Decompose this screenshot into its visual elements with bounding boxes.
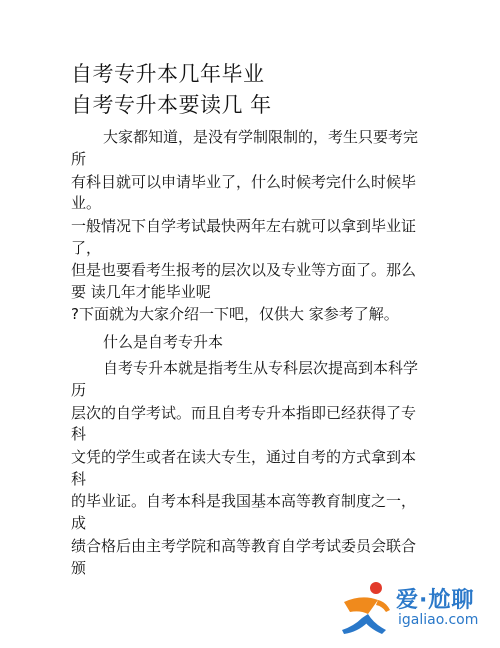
body-line: 成 [71,514,87,532]
watermark-url: igaliao.com [398,612,479,628]
body-line: 业。 [71,194,102,212]
site-watermark [338,580,493,638]
body-line: 科 [71,425,87,443]
body-line: 科 [71,470,87,488]
body-line: 所 [71,150,87,168]
doc-title-line-2: 自考专升本要读几 年 [71,93,272,117]
doc-title-line-1: 自考专升本几年毕业 [71,62,265,86]
section-heading: 什么是自考专升本 [103,333,224,351]
watermark-name: 爱·尬聊 [396,588,475,613]
body-line: 历 [71,381,87,399]
body-line: 层次的自学考试。而且自考专升本指即已经获得了专 [71,404,417,422]
body-line: 的毕业证。自考本科是我国基本高等教育制度之一， [71,492,417,510]
running-figure-logo-icon [338,580,392,638]
body-line: 一般情况下自学考试最快两年左右就可以拿到毕业证 [71,217,417,235]
body-line: 文凭的学生或者在读大专生，通过自考的方式拿到本 [71,448,417,466]
body-line: 自考专升本就是指考生从专科层次提高到本科学 [103,359,419,377]
body-line: 大家都知道，是没有学制限制的，考生只要考完 [103,128,419,146]
body-line: 有科目就可以申请毕业了，什么时候考完什么时候毕 [71,173,417,191]
body-line: 了， [71,239,102,257]
body-line: 要 读几年才能毕业呢 [71,283,211,301]
body-line: 颁 [71,559,87,577]
body-line: ?下面就为大家介绍一下吧，仅供大 家参考了解。 [71,305,399,323]
body-line: 但是也要看考生报考的层次以及专业等方面了。那么 [71,261,417,279]
body-line: 绩合格后由主考学院和高等教育自学考试委员会联合 [71,537,417,555]
